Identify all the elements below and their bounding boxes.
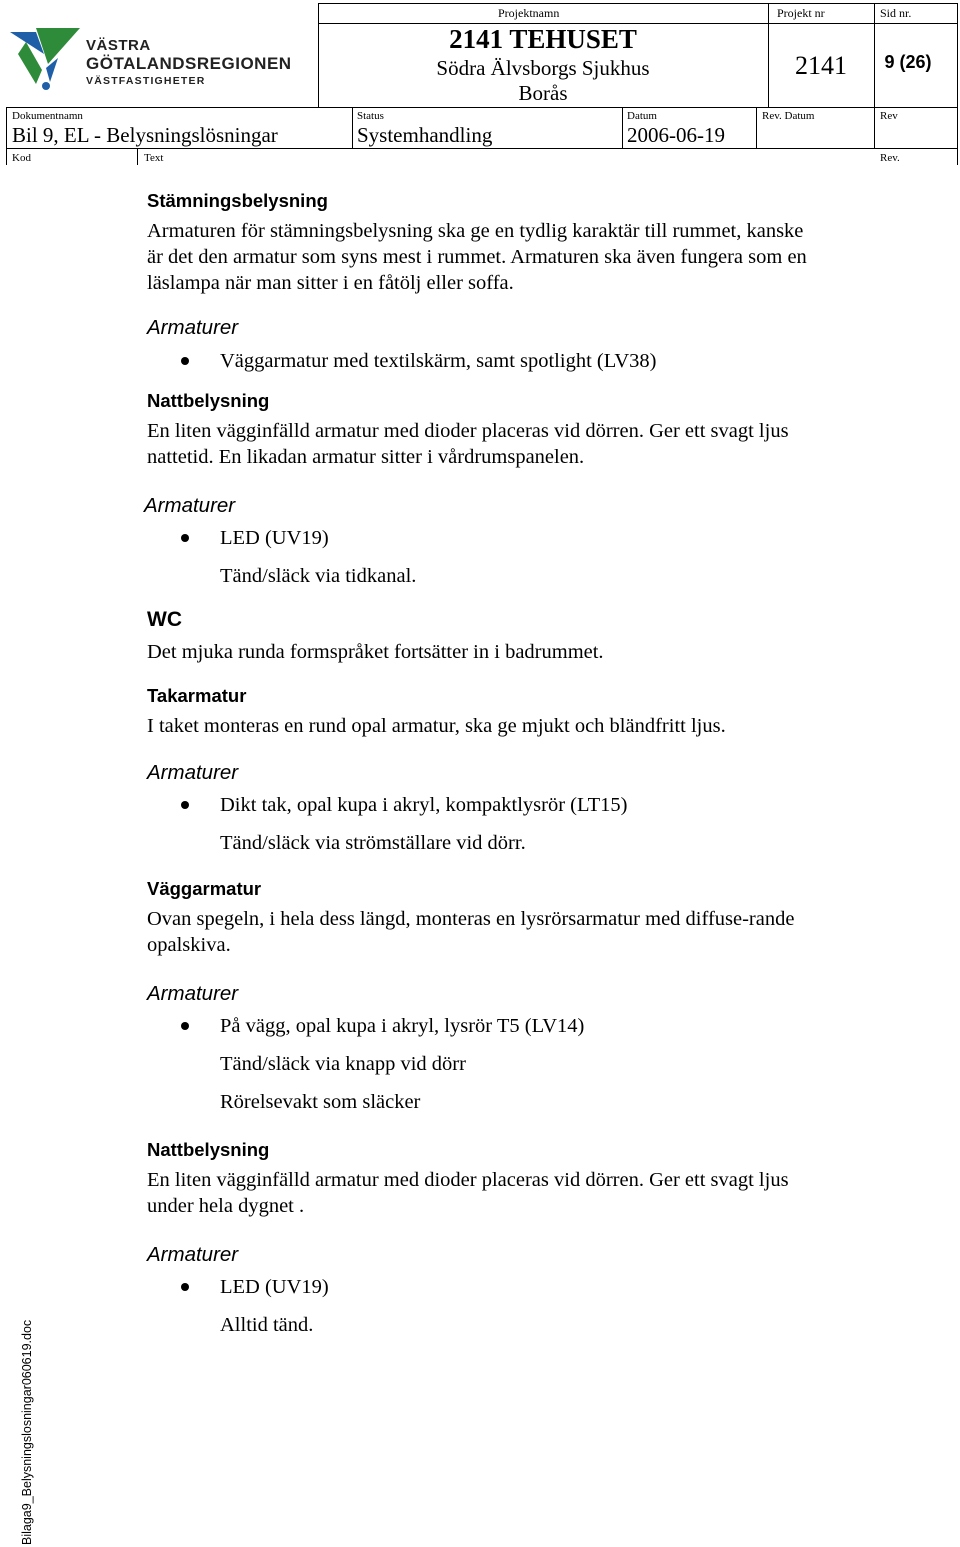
- list-item: [147, 525, 847, 551]
- heading-armaturer: Armaturer: [147, 982, 239, 1005]
- paragraph-wc: Det mjuka runda formspråket fortsätter in i badrummet.: [147, 641, 604, 663]
- logo-line-2: GÖTALANDSREGIONEN: [86, 54, 292, 73]
- vastra-gotalandsregionen-logo: [6, 24, 316, 96]
- list-item-text: Dikt tak, opal kupa i akryl, kompaktlysrör (LT15): [220, 794, 628, 816]
- label-rev-2: Rev.: [880, 152, 900, 164]
- header-divider-revdatum: [756, 107, 757, 148]
- heading-wc: WC: [147, 608, 182, 631]
- list-item-note: Rörelsevakt som släcker: [220, 1091, 421, 1113]
- logo-line-1: VÄSTRA: [86, 37, 151, 54]
- label-sid-nr: Sid nr.: [880, 6, 912, 20]
- list-item-note: Tänd/släck via knapp vid dörr: [220, 1053, 466, 1075]
- logo-mark-icon: [6, 24, 86, 96]
- heading-vaggarmatur: Väggarmatur: [147, 878, 262, 899]
- project-number: 2141: [795, 51, 847, 80]
- paragraph-stamningsbelysning: Armaturen för stämningsbelysning ska ge en tydlig karaktär till rummet, kanske är det den armatur som syns mest i rummet. Armaturen ska även fungera som en läslampa när man sitter i en fåtölj eller soffa.: [147, 220, 807, 294]
- list-item-note: Tänd/släck via strömställare vid dörr.: [220, 832, 526, 854]
- heading-armaturer: Armaturer: [147, 1243, 239, 1266]
- heading-stamningsbelysning: Stämningsbelysning: [147, 190, 328, 211]
- paragraph-takarmatur: I taket monteras en rund opal armatur, ska ge mjukt och bländfritt ljus.: [147, 715, 726, 737]
- list-item: [147, 792, 847, 818]
- document-filename: Bilaga9_Belysningslosningar060619.doc: [20, 1319, 34, 1545]
- paragraph-nattbelysning: En liten vägginfälld armatur med dioder placeras vid dörren. Ger ett svagt ljus nattetid. En likadan armatur sitter i vårdrumspanelen.: [147, 420, 789, 468]
- bullet-icon: [181, 534, 189, 542]
- bullet-icon: [181, 1022, 189, 1030]
- list-item: [147, 348, 847, 374]
- heading-armaturer: Armaturer: [147, 316, 239, 339]
- header-divider-left: [6, 107, 7, 165]
- heading-armaturer: Armaturer: [144, 494, 236, 517]
- header-rule-lower: [6, 148, 958, 149]
- label-kod: Kod: [12, 152, 31, 164]
- heading-takarmatur: Takarmatur: [147, 685, 247, 706]
- label-dokumentnamn: Dokumentnamn: [12, 110, 83, 122]
- heading-nattbelysning: Nattbelysning: [147, 390, 270, 411]
- label-datum: Datum: [627, 110, 657, 122]
- header-divider-rev: [874, 107, 875, 148]
- label-status: Status: [357, 110, 384, 122]
- list-item-text: LED (UV19): [220, 527, 329, 549]
- label-projekt-nr: Projekt nr: [777, 6, 825, 20]
- list-item: [147, 1274, 847, 1300]
- list-item-text: Väggarmatur med textilskärm, samt spotlight (LV38): [220, 350, 657, 372]
- document-date: 2006-06-19: [627, 123, 725, 147]
- paragraph-nattbelysning-2: En liten vägginfälld armatur med dioder placeras vid dörren. Ger ett svagt ljus under hela dygnet .: [147, 1169, 789, 1217]
- header-divider-kod: [137, 148, 138, 165]
- document-name: Bil 9, EL - Belysningslösningar: [12, 123, 278, 147]
- list-item-text: LED (UV19): [220, 1276, 329, 1298]
- header-divider-sidnr: [874, 3, 875, 107]
- logo-text: [86, 38, 292, 88]
- page-number: 9 (26): [884, 52, 932, 72]
- project-hospital: Södra Älvsborgs Sjukhus: [436, 56, 650, 80]
- logo-line-3: VÄSTFASTIGHETER: [86, 75, 206, 87]
- label-projektnamn: Projektnamn: [498, 6, 560, 20]
- document-body: [144, 190, 847, 1338]
- header-divider-right: [957, 3, 958, 165]
- heading-nattbelysning-2: Nattbelysning: [147, 1139, 270, 1160]
- header-rule-top: [318, 3, 958, 4]
- bullet-icon: [181, 357, 189, 365]
- heading-armaturer: Armaturer: [147, 761, 239, 784]
- label-rev-datum: Rev. Datum: [762, 110, 815, 122]
- paragraph-vaggarmatur: Ovan spegeln, i hela dess längd, monteras en lysrörsarmatur med diffuse-rande opalskiva.: [147, 908, 795, 956]
- bullet-icon: [181, 1283, 189, 1291]
- header-divider-datum: [622, 107, 623, 148]
- list-item-note: Tänd/släck via tidkanal.: [220, 565, 417, 587]
- project-title: 2141 TEHUSET: [449, 24, 637, 54]
- header-divider-status: [352, 107, 353, 148]
- label-rev: Rev: [880, 110, 898, 122]
- project-city: Borås: [518, 81, 568, 105]
- list-item: [147, 1013, 847, 1039]
- bullet-icon: [181, 801, 189, 809]
- list-item-text: På vägg, opal kupa i akryl, lysrör T5 (LV14): [220, 1015, 585, 1037]
- label-text: Text: [144, 152, 164, 164]
- document-status: Systemhandling: [357, 123, 493, 147]
- list-item-note: Alltid tänd.: [220, 1314, 314, 1336]
- header-rule-mid: [6, 107, 958, 108]
